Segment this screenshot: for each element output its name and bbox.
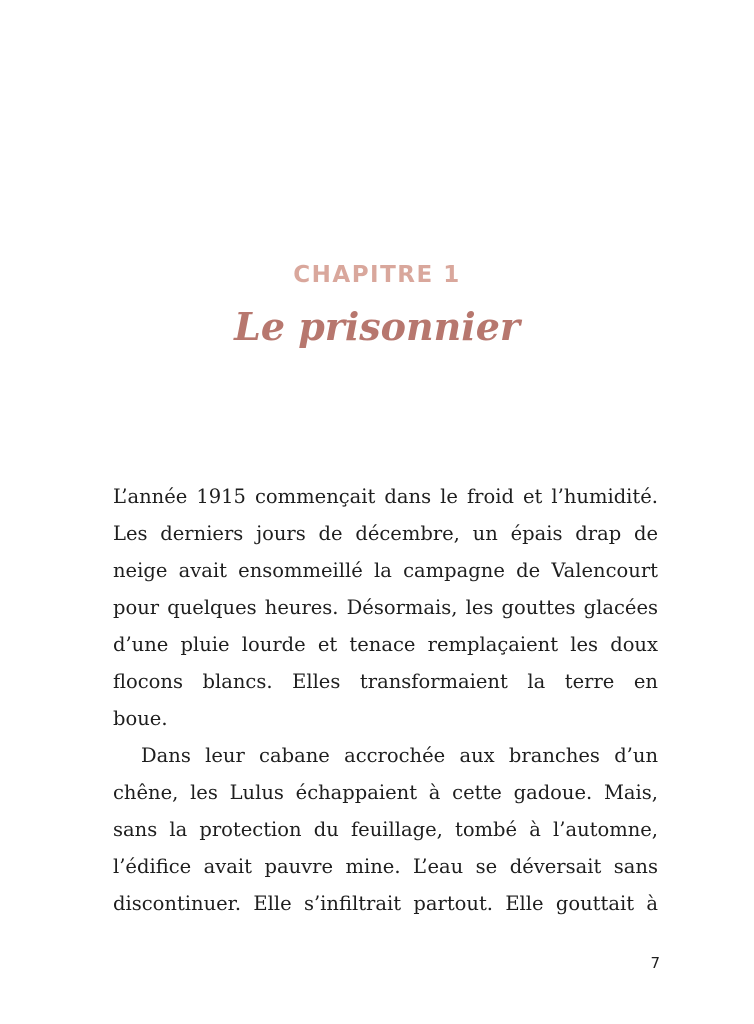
text-line: discontinuer. Elle s’infiltrait partout. Elle gouttait à (113, 892, 658, 915)
text-line: Les derniers jours de décembre, un épais drap de (113, 522, 658, 545)
body-text (113, 478, 658, 922)
text-line: chêne, les Lulus échappaient à cette gadoue. Mais, (113, 781, 658, 804)
chapter-title: Le prisonnier (234, 304, 520, 349)
text-line: sans la protection du feuillage, tombé à l’automne, (113, 818, 658, 841)
chapter-label: CHAPITRE 1 (293, 262, 461, 288)
text-line: l’édifice avait pauvre mine. L’eau se déversait sans (113, 855, 658, 878)
paragraph-2 (113, 737, 658, 922)
text-line: flocons blancs. Elles transformaient la terre en (113, 670, 658, 693)
text-line: L’année 1915 commençait dans le froid et l’humidité. (113, 485, 658, 508)
text-line: Dans leur cabane accrochée aux branches d’un (141, 744, 658, 767)
text-line: neige avait ensommeillé la campagne de Valencourt (113, 559, 658, 582)
text-line: pour quelques heures. Désormais, les gouttes glacées (113, 596, 658, 619)
paragraph-1 (113, 478, 658, 737)
page-number: 7 (650, 954, 660, 972)
text-line: d’une pluie lourde et tenace remplaçaient les doux (113, 633, 658, 656)
text-line: boue. (113, 707, 168, 730)
